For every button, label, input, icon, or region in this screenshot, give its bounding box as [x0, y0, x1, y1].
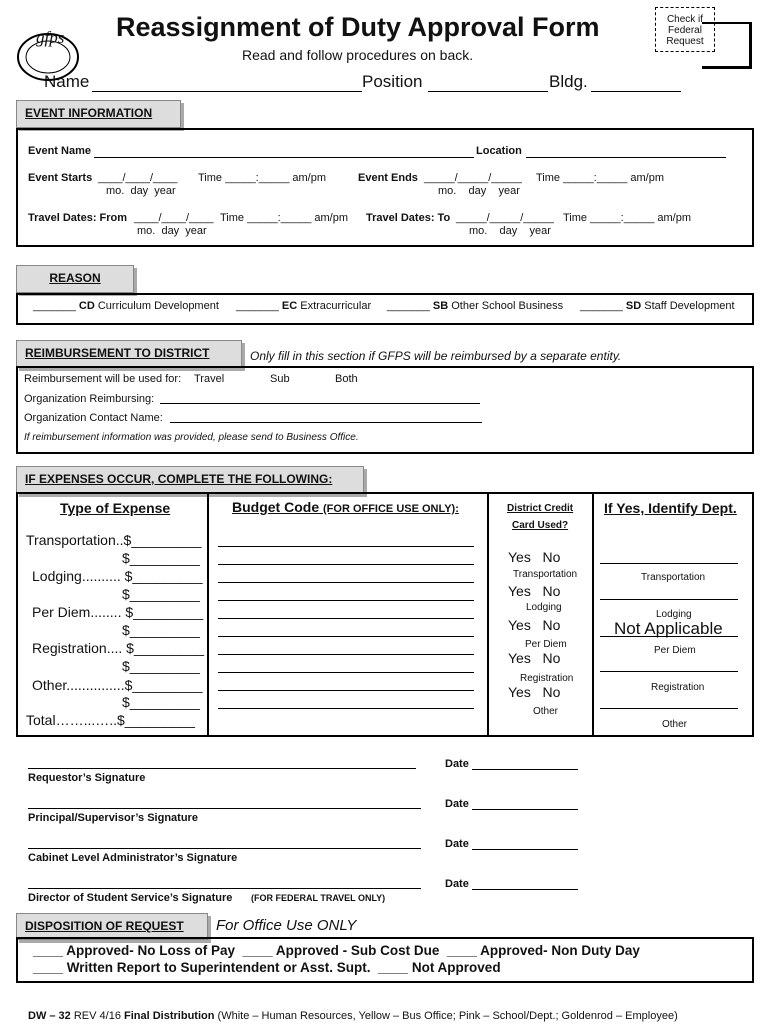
budget-line-10[interactable]: [218, 708, 474, 709]
credit-label-lodging: Lodging: [526, 602, 562, 613]
federal-checkbox[interactable]: [702, 22, 752, 69]
reimbursement-note: Only fill in this section if GFPS will be reimbursed by a separate entity.: [250, 349, 622, 363]
credit-card-header-2: Card Used?: [512, 520, 569, 531]
expense-registration[interactable]: Registration.... $_________: [32, 640, 205, 656]
budget-code-header: Budget Code (FOR OFFICE USE ONLY):: [232, 499, 459, 515]
dept-line-per-diem[interactable]: [600, 636, 738, 637]
credit-yes-no-lodging[interactable]: Yes No: [508, 583, 561, 599]
reason-cd[interactable]: _______ CD Curriculum Development: [33, 300, 219, 312]
dept-line-transportation[interactable]: [600, 563, 738, 564]
org-reimbursing-label: Organization Reimbursing:: [24, 393, 155, 405]
event-starts-time[interactable]: Time _____:_____ am/pm: [198, 172, 326, 184]
office-use-note: For Office Use ONLY: [216, 917, 357, 934]
reason-sb[interactable]: _______ SB Other School Business: [387, 300, 564, 312]
reimbursement-section-tab: REIMBURSEMENT TO DISTRICT: [16, 340, 242, 368]
dept-line-lodging[interactable]: [600, 599, 738, 600]
dept-line-other[interactable]: [600, 708, 738, 709]
budget-line-4[interactable]: [218, 600, 474, 601]
dept-label-other: Other: [662, 719, 688, 730]
expense-lodging-2[interactable]: $_________: [122, 586, 200, 602]
dept-label-lodging: Lodging: [656, 609, 692, 620]
expense-registration-2[interactable]: $_________: [122, 658, 200, 674]
reimbursement-travel-option[interactable]: Travel: [194, 373, 225, 385]
expenses-divider-3: [592, 492, 594, 737]
expense-other-2[interactable]: $_________: [122, 694, 200, 710]
location-label: Location: [476, 145, 522, 157]
travel-from-time[interactable]: Time _____:_____ am/pm: [220, 212, 348, 224]
expense-lodging[interactable]: Lodging.......... $_________: [32, 568, 203, 584]
type-of-expense-header: Type of Expense: [60, 500, 171, 516]
cabinet-signature-line[interactable]: [28, 848, 421, 849]
disposition-section-tab: DISPOSITION OF REQUEST: [16, 913, 208, 940]
form-subtitle: Read and follow procedures on back.: [242, 47, 474, 63]
event-name-label: Event Name: [28, 145, 91, 157]
footer-distribution: DW – 32 REV 4/16 Final Distribution (White – Human Resources, Yellow – Bus Office; Pink – School/Dept.; Goldenrod – Employee): [28, 1010, 678, 1022]
budget-line-2[interactable]: [218, 564, 474, 565]
event-ends-time[interactable]: Time _____:_____ am/pm: [536, 172, 664, 184]
travel-to-date[interactable]: _____/_____/_____: [456, 212, 554, 224]
expenses-section-tab: IF EXPENSES OCCUR, COMPLETE THE FOLLOWING:: [16, 466, 364, 494]
credit-yes-no-per-diem[interactable]: Yes No: [508, 617, 561, 633]
location-field[interactable]: [526, 157, 726, 158]
reimbursement-sub-option[interactable]: Sub: [270, 373, 290, 385]
org-contact-label: Organization Contact Name:: [24, 412, 163, 424]
district-logo: [16, 14, 80, 64]
expense-transportation[interactable]: Transportation..$_________: [26, 532, 202, 548]
dept-line-registration[interactable]: [600, 671, 738, 672]
cabinet-date-field[interactable]: [472, 849, 578, 850]
name-field[interactable]: [92, 91, 362, 92]
credit-yes-no-registration[interactable]: Yes No: [508, 650, 561, 666]
disposition-line-2[interactable]: ____ Written Report to Superintendent or Asst. Supt. ____ Not Approved: [33, 960, 501, 975]
budget-line-3[interactable]: [218, 582, 474, 583]
budget-line-1[interactable]: [218, 546, 474, 547]
travel-to-mdy: mo. day year: [469, 225, 551, 237]
principal-date-label: Date: [445, 798, 469, 810]
name-label: Name: [44, 72, 90, 91]
director-signature-label: Director of Student Service’s Signature: [28, 892, 233, 904]
dept-label-per-diem: Per Diem: [654, 645, 696, 656]
travel-from-date[interactable]: ____/____/____: [134, 212, 214, 224]
reason-sd[interactable]: _______ SD Staff Development: [580, 300, 735, 312]
federal-label-3: Request: [666, 36, 704, 47]
requestor-date-field[interactable]: [472, 769, 578, 770]
expenses-divider-1: [207, 492, 209, 737]
budget-line-9[interactable]: [218, 690, 474, 691]
reimbursement-send-note: If reimbursement information was provided, please send to Business Office.: [24, 432, 359, 443]
event-starts-label: Event Starts: [28, 172, 93, 184]
event-section-tab: EVENT INFORMATION: [16, 100, 181, 128]
travel-to-time[interactable]: Time _____:_____ am/pm: [563, 212, 691, 224]
cabinet-date-label: Date: [445, 838, 469, 850]
dept-label-transportation: Transportation: [641, 572, 706, 583]
credit-card-header-1: District Credit: [507, 503, 574, 514]
dept-value-lodging[interactable]: Not Applicable: [614, 619, 723, 638]
travel-from-label: Travel Dates: From: [28, 212, 128, 224]
org-contact-field[interactable]: [170, 422, 482, 423]
director-signature-line[interactable]: [28, 888, 421, 889]
credit-yes-no-transportation[interactable]: Yes No: [508, 549, 561, 565]
director-date-label: Date: [445, 878, 469, 890]
position-field[interactable]: [428, 91, 548, 92]
reason-ec[interactable]: _______ EC Extracurricular: [236, 300, 372, 312]
federal-label-2: Federal: [668, 25, 702, 36]
credit-label-per-diem: Per Diem: [525, 639, 567, 650]
credit-label-other: Other: [533, 706, 559, 717]
travel-to-label: Travel Dates: To: [366, 212, 451, 224]
travel-from-mdy: mo. day year: [137, 225, 207, 237]
budget-line-5[interactable]: [218, 618, 474, 619]
expenses-divider-2: [487, 492, 489, 737]
expense-per-diem[interactable]: Per Diem........ $_________: [32, 604, 204, 620]
budget-line-8[interactable]: [218, 672, 474, 673]
reason-section-tab: REASON: [16, 265, 134, 293]
principal-signature-line[interactable]: [28, 808, 421, 809]
expense-per-diem-2[interactable]: $_________: [122, 622, 200, 638]
event-starts-date[interactable]: ____/____/____: [98, 172, 178, 184]
event-ends-date[interactable]: _____/_____/_____: [424, 172, 522, 184]
budget-line-6[interactable]: [218, 636, 474, 637]
director-date-field[interactable]: [472, 889, 578, 890]
form-title: Reassignment of Duty Approval Form: [116, 12, 600, 42]
event-starts-mdy: mo. day year: [106, 185, 176, 197]
event-name-field[interactable]: [94, 157, 474, 158]
logo-text: gfps: [36, 28, 65, 47]
reimbursement-both-option[interactable]: Both: [335, 373, 358, 385]
budget-line-7[interactable]: [218, 654, 474, 655]
credit-label-registration: Registration: [520, 673, 574, 684]
principal-signature-label: Principal/Supervisor’s Signature: [28, 812, 198, 824]
event-ends-mdy: mo. day year: [438, 185, 520, 197]
expense-other[interactable]: Other...............$_________: [32, 677, 203, 693]
requestor-date-label: Date: [445, 758, 469, 770]
expense-transportation-2[interactable]: $_________: [122, 550, 200, 566]
event-ends-label: Event Ends: [358, 172, 418, 184]
disposition-line-1[interactable]: ____ Approved- No Loss of Pay ____ Approved - Sub Cost Due ____ Approved- Non Duty Day: [33, 943, 640, 958]
position-label: Position: [362, 72, 423, 91]
org-reimbursing-field[interactable]: [160, 403, 480, 404]
bldg-label: Bldg.: [549, 72, 588, 91]
requestor-signature-line[interactable]: [28, 768, 416, 769]
identify-dept-header: If Yes, Identify Dept.: [604, 500, 737, 516]
requestor-signature-label: Requestor’s Signature: [28, 772, 146, 784]
principal-date-field[interactable]: [472, 809, 578, 810]
federal-label-1: Check if: [666, 14, 704, 25]
credit-yes-no-other[interactable]: Yes No: [508, 684, 561, 700]
bldg-field[interactable]: [591, 91, 681, 92]
federal-only-note: (FOR FEDERAL TRAVEL ONLY): [251, 893, 386, 903]
reimbursement-used-for-label: Reimbursement will be used for:: [24, 373, 182, 385]
credit-label-transportation: Transportation: [513, 569, 578, 580]
expense-total[interactable]: Total……...…..$_________: [26, 712, 195, 728]
dept-label-registration: Registration: [651, 682, 705, 693]
cabinet-signature-label: Cabinet Level Administrator’s Signature: [28, 852, 238, 864]
